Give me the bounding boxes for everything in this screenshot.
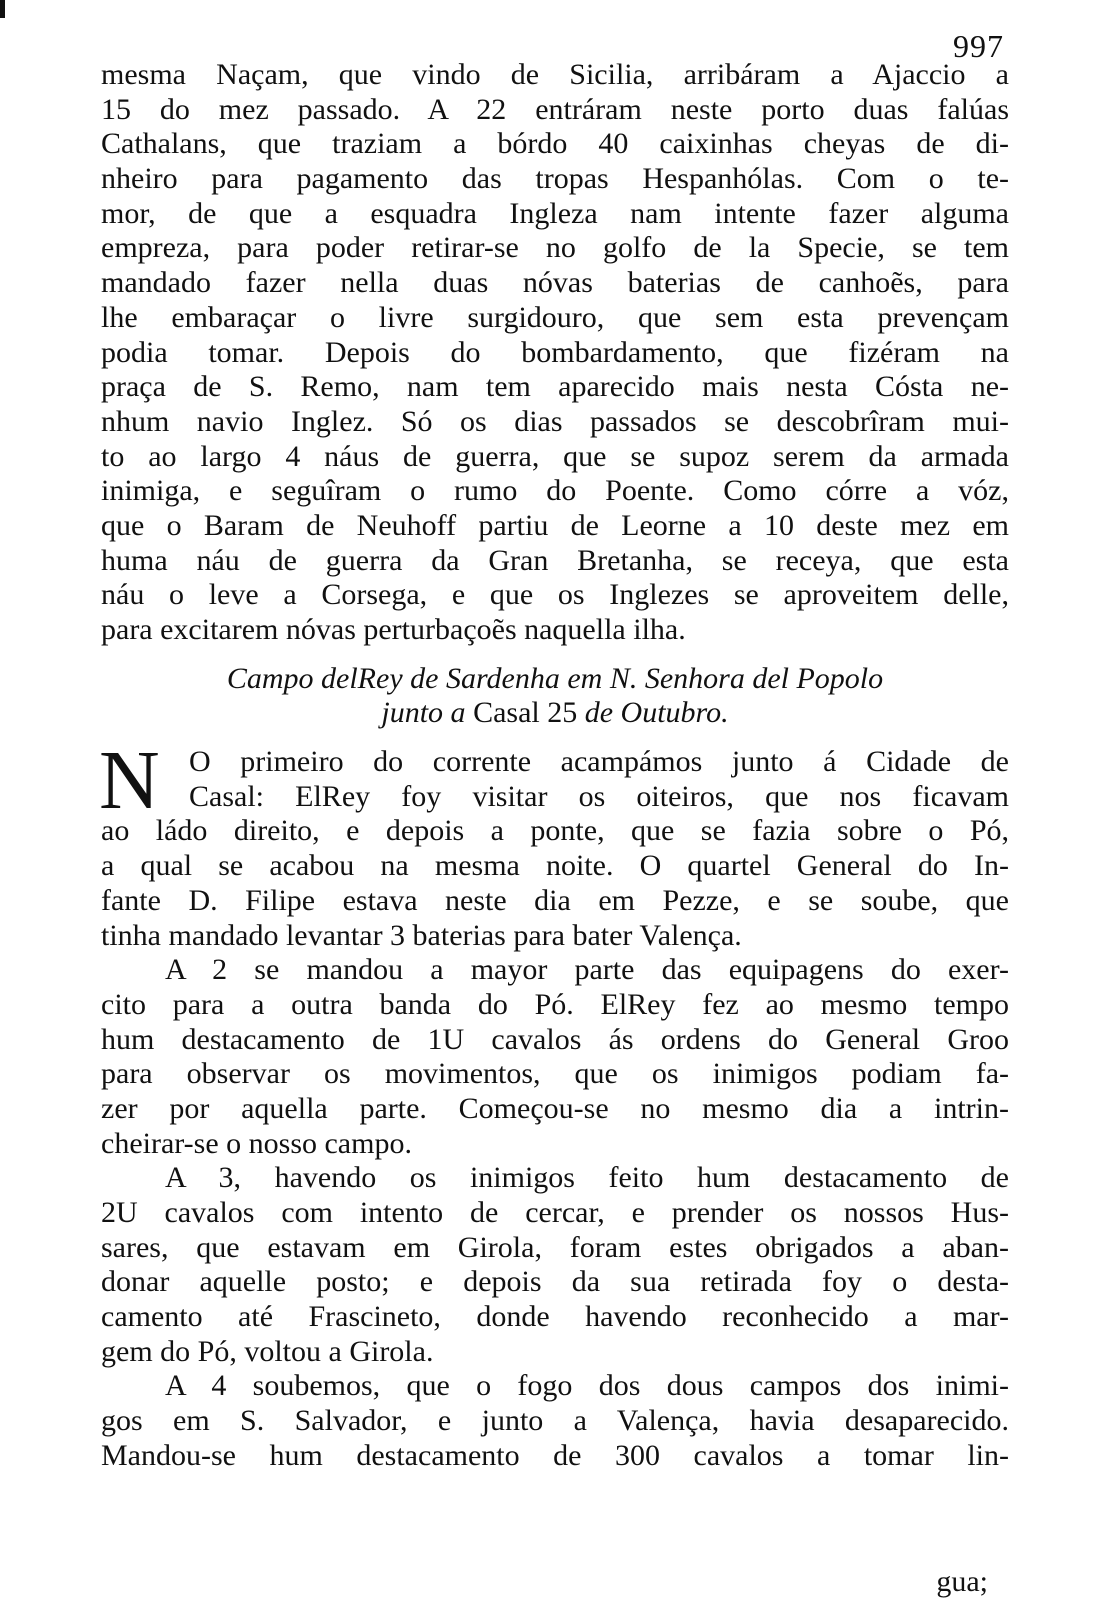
- text-line: A 3, havendo os inimigos feito hum destacamento de: [165, 1161, 1009, 1195]
- text-line: to ao largo 4 náus de guerra, que se supoz serem da armada: [101, 439, 1009, 473]
- paragraph-camp-day-3: [101, 1161, 1009, 1369]
- text-line: lhe embaraçar o livre surgidouro, que sem esta prevençam: [101, 300, 1009, 334]
- heading-prefix: junto a: [381, 696, 466, 730]
- text-line: para excitarem nóvas perturbaçoẽs naquella ilha.: [101, 613, 686, 646]
- text-line: Cathalans, que traziam a bórdo 40 caixinhas cheyas de di-: [101, 127, 1009, 161]
- text-line: hum destacamento de 1U cavalos ás ordens do General Groo: [101, 1022, 1009, 1056]
- text-line: A 2 se mandou a mayor parte das equipagens do exer-: [165, 953, 1009, 987]
- heading-place: Casal: [473, 696, 540, 730]
- catchword: gua;: [936, 1565, 988, 1598]
- text-line: sares, que estavam em Girola, foram estes obrigados a aban-: [101, 1230, 1009, 1264]
- text-line: O primeiro do corrente acampámos junto á Cidade de: [189, 745, 1009, 779]
- text-line: huma náu de guerra da Gran Bretanha, se receya, que esta: [101, 543, 1009, 577]
- text-line: gem do Pó, voltou a Girola.: [101, 1334, 434, 1368]
- text-line: a qual se acabou na mesma noite. O quartel General do In-: [101, 849, 1009, 883]
- text-line: mesma Naçam, que vindo de Sicilia, arribáram a Ajaccio a: [101, 58, 1009, 91]
- text-line: donar aquelle posto; e depois da sua retirada foy o desta-: [101, 1265, 1009, 1299]
- text-line: Casal: ElRey foy visitar os oiteiros, que nos ficavam: [189, 779, 1009, 813]
- heading-line-2: [101, 696, 1009, 731]
- text-line: Mandou-se hum destacamento de 300 cavalos a tomar lin-: [101, 1438, 1009, 1472]
- text-line: que o Baram de Neuhoff partiu de Leorne a 10 deste mez em: [101, 508, 1009, 542]
- paragraph-genoa-report: [101, 58, 1009, 648]
- text-line: fante D. Filipe estava neste dia em Pezze, e se soube, que: [101, 883, 1009, 917]
- heading-date: 25: [547, 696, 578, 730]
- text-line: mor, de que a esquadra Ingleza nam intente fazer alguma: [101, 196, 1009, 230]
- text-line: cheirar-se o nosso campo.: [101, 1126, 412, 1160]
- paragraph-camp-day-2: [101, 953, 1009, 1161]
- text-line: gos em S. Salvador, e junto a Valença, havia desaparecido.: [101, 1404, 1009, 1438]
- text-line: zer por aquella parte. Começou-se no mesmo dia a intrin-: [101, 1091, 1009, 1125]
- text-line: empreza, para poder retirar-se no golfo de la Specie, se tem: [101, 231, 1009, 265]
- binding-edge-mark: [0, 0, 5, 18]
- text-line: nhum navio Inglez. Só os dias passados se descobrîram mui-: [101, 404, 1009, 438]
- page-number: 997: [953, 28, 1004, 64]
- paragraph-camp-day-1: [99, 734, 1009, 953]
- section-heading: [101, 662, 1009, 731]
- text-line: inimiga, e seguîram o rumo do Poente. Como córre a vóz,: [101, 474, 1009, 508]
- text-line: náu o leve a Corsega, e que os Inglezes se aproveitem delle,: [101, 578, 1009, 612]
- text-line: 15 do mez passado. A 22 entráram neste porto duas falúas: [101, 92, 1009, 126]
- text-line: podia tomar. Depois do bombardamento, que fizéram na: [101, 335, 1009, 369]
- text-line: tinha mandado levantar 3 baterias para bater Valença.: [101, 918, 742, 952]
- text-line: 2U cavalos com intento de cercar, e prender os nossos Hus-: [101, 1196, 1009, 1229]
- text-line: mandado fazer nella duas nóvas baterias de canhoẽs, para: [101, 266, 1009, 300]
- paragraph-camp-day-4: [101, 1369, 1009, 1473]
- text-line: para observar os movimentos, que os inimigos podiam fa-: [101, 1057, 1009, 1091]
- page-body: [101, 58, 1009, 1474]
- text-line: ao ládo direito, e depois a ponte, que se fazia sobre o Pó,: [101, 814, 1009, 848]
- heading-suffix: de Outubro.: [584, 696, 729, 730]
- text-line: praça de S. Remo, nam tem aparecido mais nesta Cósta ne-: [101, 370, 1009, 404]
- text-line: A 4 soubemos, que o fogo dos dous campos dos inimi-: [165, 1369, 1009, 1403]
- text-line: camento até Frascineto, donde havendo reconhecido a mar-: [101, 1300, 1009, 1334]
- text-line: cito para a outra banda do Pó. ElRey fez ao mesmo tempo: [101, 987, 1009, 1021]
- text-line: nheiro para pagamento das tropas Hespanhólas. Com o te-: [101, 162, 1009, 196]
- heading-line-1: Campo delRey de Sardenha em N. Senhora del Popolo: [226, 661, 884, 695]
- drop-cap: N: [99, 734, 160, 828]
